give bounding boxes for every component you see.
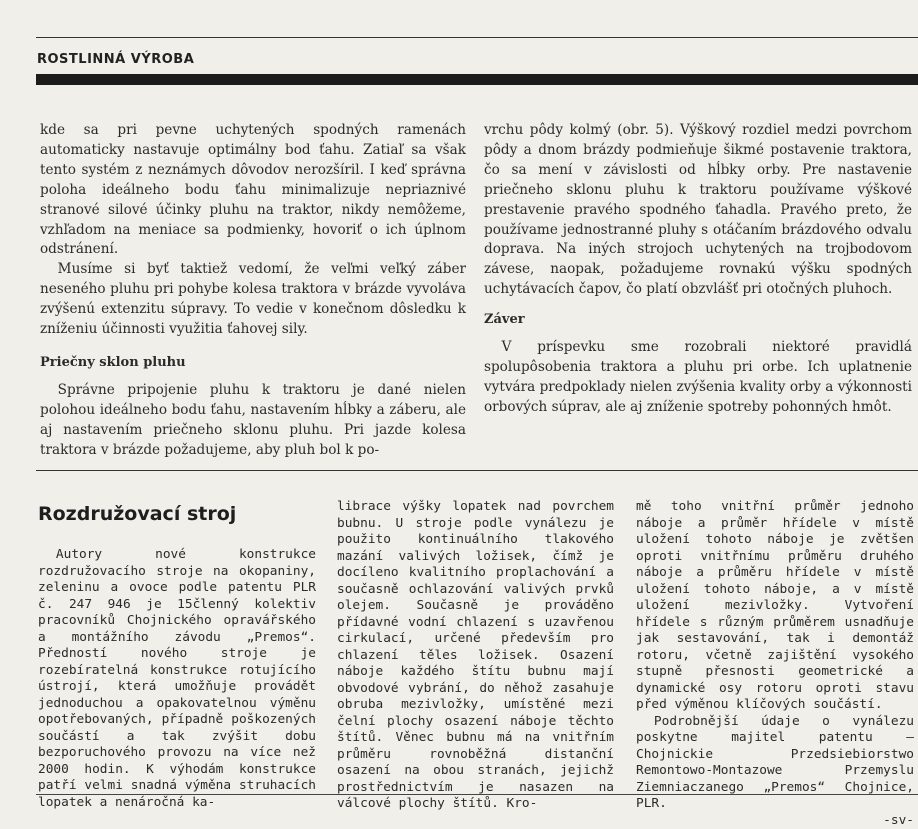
paragraph: Správne pripojenie pluhu k traktoru je dané nielen polohou ideálneho bodu ťahu, nastavením hĺbky a záberu, ale aj nastavením priečneho sklonu pluhu. Pri jazde kolesa traktora v brázde požadujeme, aby pluh bol k po- bbox=[40, 381, 466, 461]
top-rule bbox=[36, 37, 918, 38]
subheading: Priečny sklon pluhu bbox=[40, 353, 466, 373]
paragraph: V príspevku sme rozobrali niektoré pravidlá spolupôsobenia traktora a pluhu pri orbe. Ich uplatnenie vytvára predpoklady nielen zvýšenia kvality orby a výkonnosti orbových súprav, ale aj zníženie spotreby pohonných hmôt. bbox=[484, 338, 912, 418]
section-header: ROSTLINNÁ VÝROBA bbox=[37, 52, 194, 67]
header-bar bbox=[36, 74, 918, 85]
bottom-article-column-2 bbox=[337, 499, 614, 813]
bottom-article-column-1 bbox=[38, 547, 316, 811]
paragraph: kde sa pri pevne uchytených spodných ramenách automaticky nastavuje optimálny bod ťahu. Zatiaľ sa však tento systém z neznámych dôvodov nerozšíril. I keď správna poloha ideálneho bodu ťahu minimalizuje nepriaznivé stranové silové účinky pluhu na traktor, nikdy nemôžeme, vzhľadom na meniace sa podmienky, hovoriť o ich úplnom odstránení. bbox=[40, 121, 466, 260]
paragraph: Musíme si byť taktiež vedomí, že veľmi veľký záber neseného pluhu pri pohybe kolesa traktora v brázde vyvoláva zvýšenú extenzitu súpravy. To vedie v konečnom dôsledku k zníženiu účinnosti využitia ťahovej sily. bbox=[40, 260, 466, 340]
paragraph: vrchu pôdy kolmý (obr. 5). Výškový rozdiel medzi povrchom pôdy a dnom brázdy podmieňuje šikmé postavenie traktora, čo sa mení v závislosti od hĺbky orby. Pre nastavenie priečneho sklonu pluhu k traktoru používame výškové prestavenie pravého spodného ťahadla. Pravého preto, že používame jednostranné pluhy s otáčaním brázdového odvalu doprava. Na iných strojoch uchytených na trojbodovom závese, naopak, požadujeme rovnakú výšku spodných uchytávacích čapov, čo platí obzvlášť pri otočných pluhoch. bbox=[484, 121, 912, 300]
paragraph: librace výšky lopatek nad povrchem bubnu. U stroje podle vynálezu je použito kontinuálního tlakového mazání valivých ložisek, čímž je docíleno kvalitního proplachování a současně ochlazování valivých prvků olejem. Současně je prováděno přídavné vodní chlazení s uzavřenou cirkulací, určené především pro chlazení těles ložisek. Osazení náboje každého štítu bubnu mají obvodové vybrání, do něhož zasahuje obruba mezivložky, umístěné mezi čelní plochy osazení náboje těchto štítů. Věnec bubnu má na vnitřním průměru rovnoběžná distanční osazení na obou stranách, jejichž prostřednictvím je nasazen na válcové plochy štítů. Kro- bbox=[337, 499, 614, 813]
article-title: Rozdružovací stroj bbox=[38, 503, 236, 525]
paragraph: mě toho vnitřní průměr jednoho náboje a průměr hřídele v místě uložení tohoto náboje je zvětšen oproti vnitřnímu průměru druhého náboje a průměru hřídele v místě uložení tohoto náboje, a v místě uložení mezivložky. Vytvoření hřídele s různým průměrem usnadňuje jak sestavování, tak i demontáž rotoru, včetně zajištění vysokého stupně přesnosti geometrické a dynamické osy rotoru oproti stavu před výměnou klíčových součástí. bbox=[636, 499, 914, 714]
section-divider bbox=[36, 470, 918, 471]
top-article-right-column bbox=[484, 121, 912, 418]
paragraph: Autory nové konstrukce rozdružovacího stroje na okopaniny, zeleninu a ovoce podle patentu PLR č. 247 946 je 15členný kolektiv pracovníků Chojnického opravářského a montážního závodu „Premos“. Předností nového stroje je rozebíratelná konstrukce rotujícího ústrojí, která umožňuje provádět jednoduchou a opakovatelnou výměnu opotřebovaných, případně poškozených součástí a tak zvýšit dobu bezporuchového provozu na více než 2000 hodin. K výhodám konstrukce patří velmi snadná výměna struhacích lopatek a nenáročná ka- bbox=[38, 547, 316, 811]
subheading: Záver bbox=[484, 310, 912, 330]
paragraph: Podrobnější údaje o vynálezu poskytne majitel patentu — Chojnickie Przedsiebiorstwo Remontowo-Montazowe Przemyslu Ziemniaczanego „Premos“ Chojnice, PLR. bbox=[636, 714, 914, 813]
bottom-article-column-3 bbox=[636, 499, 914, 829]
bottom-rule bbox=[36, 794, 918, 795]
top-article-left-column bbox=[40, 121, 466, 461]
author-signature: -sv- bbox=[636, 813, 914, 829]
